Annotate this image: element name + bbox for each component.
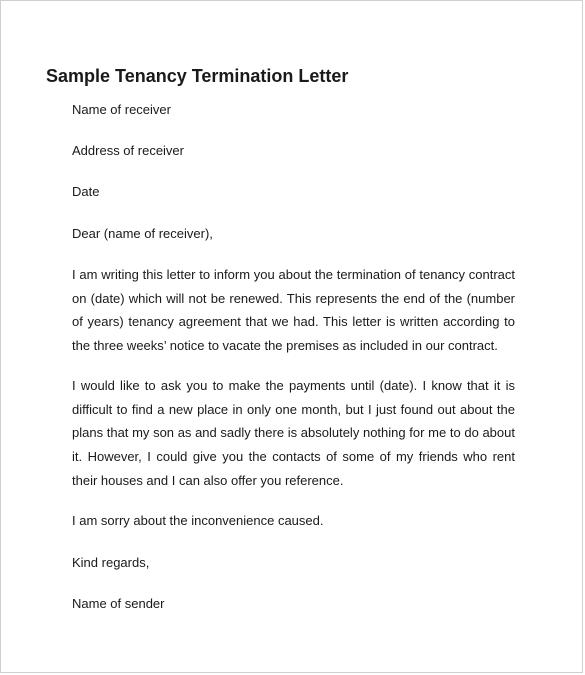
- closing-line: Kind regards,: [72, 555, 150, 570]
- receiver-name: Name of receiver: [72, 102, 171, 117]
- paragraph-termination-notice: I am writing this letter to inform you about the termination of tenancy contract on (date) which will not be renewed. This represents the end of the (number of years) tenancy agreement that we had. This letter is written according to the three weeks’ notice to vacate the premises as included in our contract.: [72, 267, 515, 354]
- letter-title: Sample Tenancy Termination Letter: [46, 66, 349, 86]
- apology-line: I am sorry about the inconvenience caused.: [72, 513, 324, 528]
- sender-name: Name of sender: [72, 596, 165, 611]
- paragraph-payment-request: I would like to ask you to make the payments until (date). I know that it is difficult to find a new place in only one month, but I just found out about the plans that my son as and sadly there is absolutely nothing for me to do about it. However, I could give you the contacts of some of my friends who rent their houses and I can also offer you reference.: [72, 378, 515, 488]
- salutation: Dear (name of receiver),: [72, 226, 213, 241]
- receiver-address: Address of receiver: [72, 143, 184, 158]
- letter-date: Date: [72, 184, 100, 199]
